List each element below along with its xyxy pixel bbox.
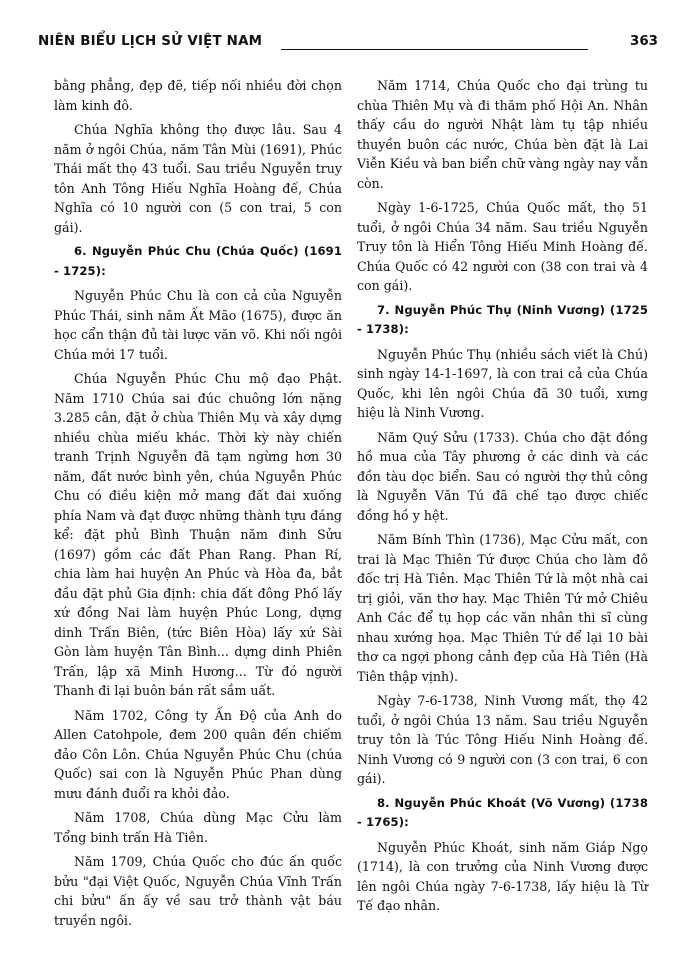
paragraph: Nguyễn Phúc Khoát, sinh năm Giáp Ngọ (1714), là con trưởng của Ninh Vương được lên ngôi Chúa ngày 7-6-1738, lấy hiệu là Từ Tế đạo nhân. [357, 839, 648, 913]
paragraph: Năm 1708, Chúa dùng Mạc Cửu làm Tổng binh trấn Hà Tiên. [54, 810, 342, 845]
paragraph: Năm 1709, Chúa Quốc cho đúc ấn quốc bửu "đại Việt Quốc, Nguyễn Chúa Vĩnh Trấn chi bửu" ấn ấy về sau trở thành vật báu truyền ngôi. [54, 854, 342, 928]
paragraph-continuation: bằng phẳng, đẹp đẽ, tiếp nối nhiều đời chọn làm kinh đô. [54, 78, 342, 113]
running-header [38, 34, 658, 56]
paragraph: Nguyễn Phúc Chu là con cả của Nguyễn Phúc Thái, sinh năm Ất Mão (1675), được ăn học cẩn thận đủ tài lược văn võ. Khi nối ngôi Chúa mới 17 tuổi. [54, 288, 342, 362]
section-heading-6: 6. Nguyễn Phúc Chu (Chúa Quốc) (1691 - 1725): [54, 244, 342, 278]
paragraph: Ngày 1-6-1725, Chúa Quốc mất, thọ 51 tuổi, ở ngôi Chúa 34 năm. Sau triều Nguyễn Truy tôn là Hiển Tông Hiếu Minh Hoàng đế. Chúa Quốc có 42 người con (38 con trai và 4 con gái). [357, 200, 648, 293]
left-column [54, 76, 342, 935]
book-title: NIÊN BIỂU LỊCH SỬ VIỆT NAM [38, 34, 263, 49]
paragraph: Năm Bính Thìn (1736), Mạc Cửu mất, con trai là Mạc Thiên Tứ được Chúa cho làm đô đốc trị Hà Tiên. Mạc Thiên Tứ là một nhà cai trị giỏi, văn thơ hay. Mạc Thiên Tứ mở Chiêu Anh Các để tụ họp các văn nhân thi sĩ cùng nhau xướng họa. Mạc Thiên Tứ để lại 10 bài thơ ca ngợi phong cảnh đẹp của Hà Tiên (Hà Tiên thập vịnh). [357, 532, 648, 684]
paragraph: Năm 1702, Công ty Ấn Độ của Anh do Allen Catohpole, đem 200 quân đến chiếm đảo Côn Lôn. Chúa Nguyễn Phúc Chu (chúa Quốc) sai con là Nguyễn Phúc Phan dùng mưu đánh đuổi ra khỏi đảo. [54, 707, 342, 801]
right-column [357, 76, 648, 921]
paragraph: Chúa Nghĩa không thọ được lâu. Sau 4 năm ở ngôi Chúa, năm Tân Mùi (1691), Phúc Thái mất thọ 43 tuổi. Sau triều Nguyễn truy tôn Anh Tông Hiếu Nghĩa Hoàng đế, Chúa Nghĩa có 10 người con (5 con trai, 5 con gái). [54, 122, 342, 235]
section-heading-7: 7. Nguyễn Phúc Thụ (Ninh Vương) (1725 - 1738): [357, 302, 648, 336]
page-number: 363 [630, 34, 658, 49]
section-heading-8: 8. Nguyễn Phúc Khoát (Võ Vương) (1738 - 1765): [357, 795, 648, 829]
paragraph: Năm 1714, Chúa Quốc cho đại trùng tu chùa Thiên Mụ và đi thăm phố Hội An. Nhân thấy cầu do người Nhật làm tụ tập nhiều thuyền buôn các nước, Chúa bèn đặt là Lai Viễn Kiều và ban biển chữ vàng ngày nay vẫn còn. [357, 78, 648, 191]
paragraph: Năm Quý Sửu (1733). Chúa cho đặt đồng hồ mua của Tây phương ở các dinh và các đồn tàu dọc biển. Sau có người thợ thủ công là Nguyễn Văn Tú đã chế tạo được chiếc đồng hồ y hệt. [357, 429, 648, 523]
paragraph: Nguyễn Phúc Thụ (nhiều sách viết là Chú) sinh ngày 14-1-1697, là con trai cả của Chúa Quốc, khi lên ngôi Chúa đã 30 tuổi, xưng hiệu là Ninh Vương. [357, 346, 648, 420]
paragraph: Ngày 7-6-1738, Ninh Vương mất, thọ 42 tuổi, ở ngôi Chúa 13 năm. Sau triều Nguyễn truy tôn là Túc Tông Hiếu Ninh Hoàng đế. Ninh Vương có 9 người con (3 con trai, 6 con gái). [357, 693, 648, 786]
header-rule [281, 49, 588, 50]
paragraph: Chúa Nguyễn Phúc Chu mộ đạo Phật. Năm 1710 Chúa sai đúc chuông lớn nặng 3.285 cân, đặt ở chùa Thiên Mụ và xây dựng nhiều chùa miếu khác. Thời kỳ này chiến tranh Trịnh Nguyễn đã tạm ngừng hơn 30 năm, đất nước bình yên, chúa Nguyễn Phúc Chu có điều kiện mở mang đất đai xuống phía Nam và đạt được những thành tựu đáng kể: đặt phủ Bình Thuận năm đinh Sửu (1697) gồm các đất Phan Rang. Phan Rí, chia làm hai huyện An Phúc và Hòa đa, bắt đầu đặt phủ Gia định: chia đất đông Phố lấy xứ đồng Nai làm huyện Phúc Long, dựng dinh Trấn Biên, (tức Biên Hòa) lấy xứ Sài Gòn làm huyện Tân Bình... dựng dinh Phiên Trấn, lập xã Minh Hương... Từ đó người Thanh đi lại buôn bán rất sầm uất. [54, 371, 342, 698]
